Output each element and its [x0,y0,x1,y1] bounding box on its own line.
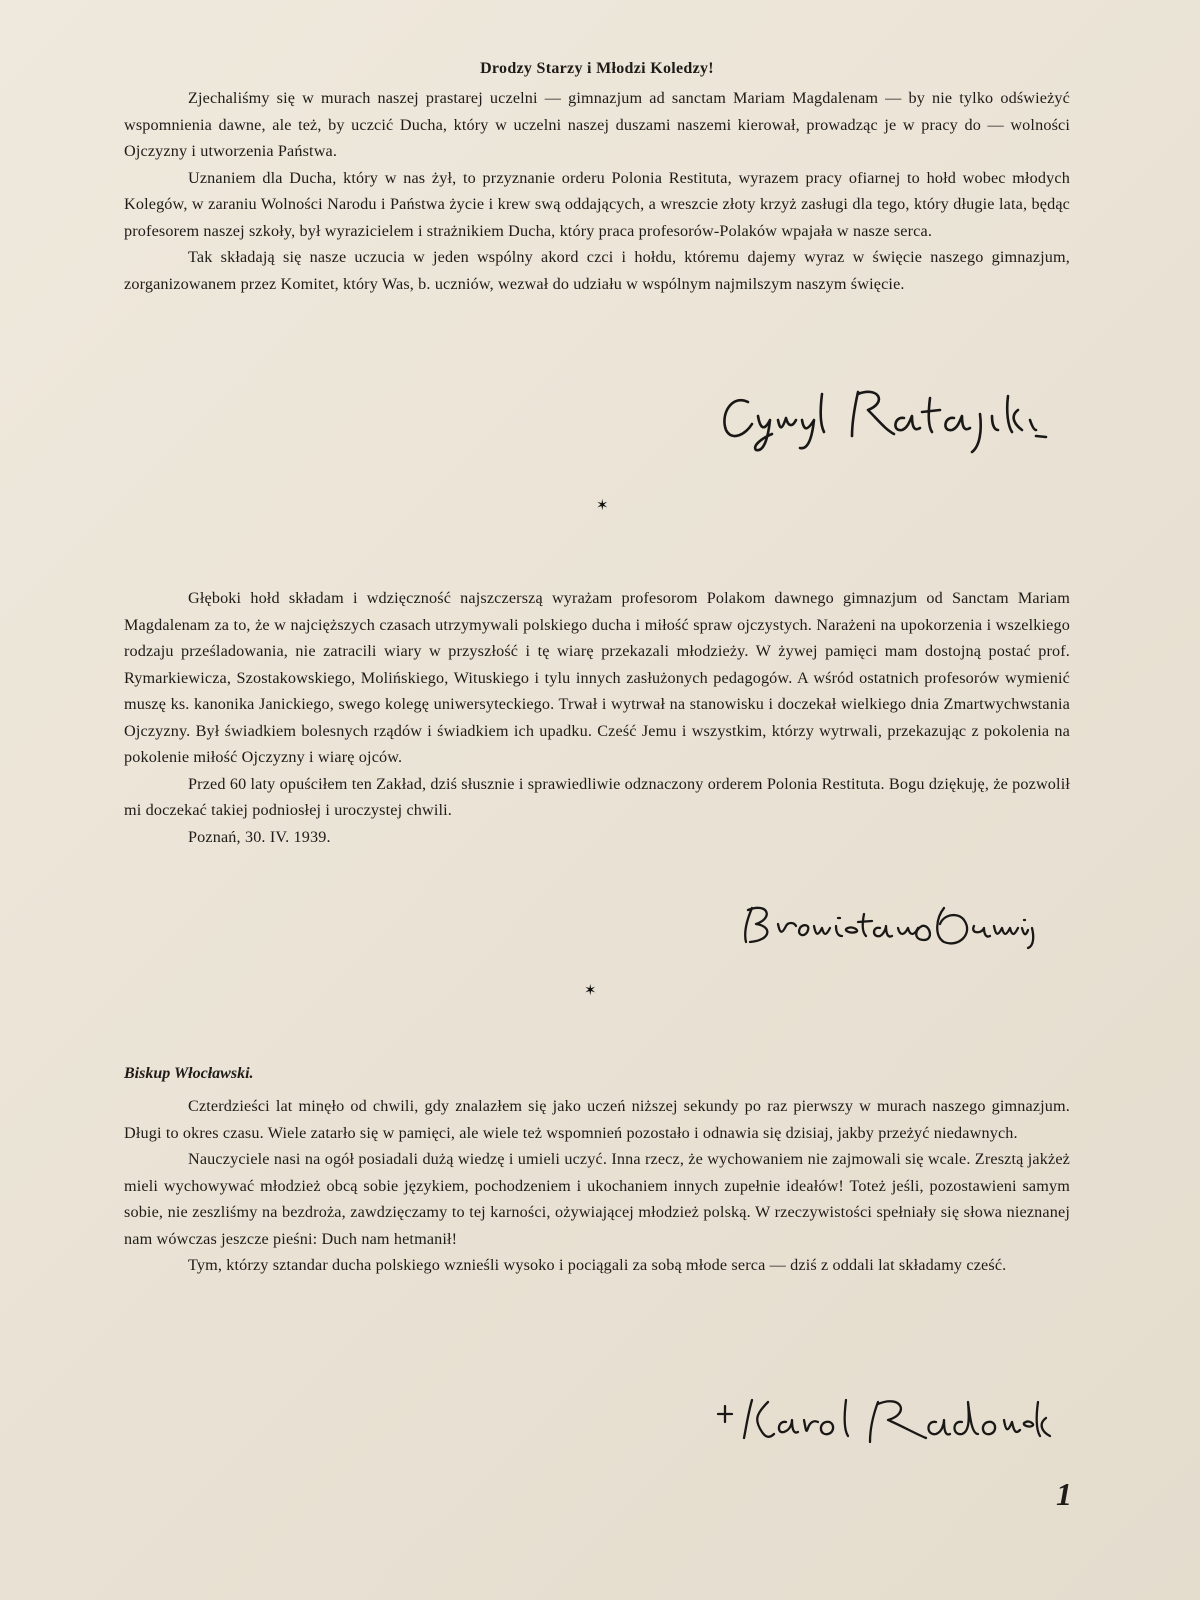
letter-radonski [124,1065,1070,1279]
signature-deminski [738,900,1048,950]
signature-image [712,1392,1052,1452]
signature-radonski [712,1392,1052,1452]
paragraph: Głęboki hołd składam i wdzięczność najszczerszą wyrażam profesorom Polakom dawnego gimnazjum od Sanctam Mariam Magdalenam za to, że w najcięższych czasach utrzymywali polskiego ducha i miłość spraw ojczystych. Narażeni na upokorzenia i wszelkiego rodzaju prześladowania, nie zatracili wiary w przyszłość i tę wiarę przekazali młodzieży. W żywej pamięci mam dostojną postać prof. Rymarkiewicza, Szostakowskiego, Molińskiego, Wituskiego i tylu innych zasłużonych pedagogów. A wśród ostatnich profesorów wymienić muszę ks. kanonika Janickiego, swego kolegę uniwersyteckiego. Trwał i wytrwał na stanowisku i doczekał wielkiego dnia Zmartwychwstania Ojczyzny. Był świadkiem bolesnych rządów i świadkiem ich upadku. Cześć Jemu i wszystkim, którzy wytrwali, przekazując z pokolenia na pokolenie miłość Ojczyzny i wiarę ojców. [124,589,1070,766]
paragraph: Uznaniem dla Ducha, który w nas żył, to przyznanie orderu Polonia Restituta, wyrazem pracy ofiarnej to hołd wobec młodych Kolegów, w zaraniu Wolności Narodu i Państwa życie i krew swą oddających, a wreszcie złoty krzyż zasługi dla tego, który długie lata, będąc profesorem naszej szkoły, był wyrazicielem i strażnikiem Ducha, który praca profesorów-Polaków wpajała w nasze serca. [124,168,1070,240]
letter-heading: Biskup Włocławski. [124,1065,254,1082]
paragraph: Zjechaliśmy się w murach naszej prastarej uczelni — gimnazjum ad sanctam Mariam Magdalenam — by nie tylko odświeżyć wspomnienia dawne, ale też, by uczcić Ducha, który w uczelni naszej duszami naszemi kierował, prowadząc je w pracy do — wolności Ojczyzny i utworzenia Państwa. [124,89,1070,160]
signature-image [738,900,1048,950]
paragraph: Czterdzieści lat minęło od chwili, gdy znalazłem się jako uczeń niższej sekundy po raz pierwszy w murach naszego gimnazjum. Długi to okres czasu. Wiele zatarło się w pamięci, ale wiele też wspomnień pozostało i odnawia się dzisiaj, jakby przeżyć niedawnych. [124,1097,1070,1142]
paragraph: Przed 60 laty opuściłem ten Zakład, dziś słusznie i sprawiedliwie odznaczony orderem Polonia Restituta. Bogu dziękuję, że pozwolił mi doczekać takiej podniosłej i uroczystej chwili. [124,774,1070,819]
letter-deminski [124,585,1070,850]
letter-heading: Drodzy Starzy i Młodzi Koledzy! [480,60,714,77]
paragraph: Nauczyciele nasi na ogół posiadali dużą wiedzę i umieli uczyć. Inna rzecz, że wychowaniem nie zajmowali się wcale. Zresztą jakżeż mieli wychowywać młodzież obcą sobie językiem, pochodzeniem i ukochaniem innych zupełnie ideałów! Toteż jeśli, pozostawieni samym sobie, nie zeszliśmy na bezdroża, zawdzięczamy to tej karności, ożywiającej młodzież polską. W rzeczywistości spełniały się słowa nieznanej nam wówczas jeszcze pieśni: Duch nam hetmanił! [124,1150,1070,1248]
separator-star: ✶ [596,496,609,514]
dateline: Poznań, 30. IV. 1939. [188,827,331,846]
page-number: 1 [1056,1476,1072,1512]
separator-star: ✶ [584,981,597,999]
signature-image [718,380,1048,460]
signature-ratajski [718,380,1048,460]
paragraph: Tym, którzy sztandar ducha polskiego wznieśli wysoko i pociągali za sobą młode serca — dziś z oddali lat składamy cześć. [188,1256,1007,1274]
paragraph: Tak składają się nasze uczucia w jeden wspólny akord czci i hołdu, któremu dajemy wyraz w święcie naszego gimnazjum, zorganizowanem przez Komitet, który Was, b. uczniów, wezwał do udziału w wspólnym najmilszym naszym święcie. [124,248,1070,293]
letter-ratajski [124,60,1070,297]
